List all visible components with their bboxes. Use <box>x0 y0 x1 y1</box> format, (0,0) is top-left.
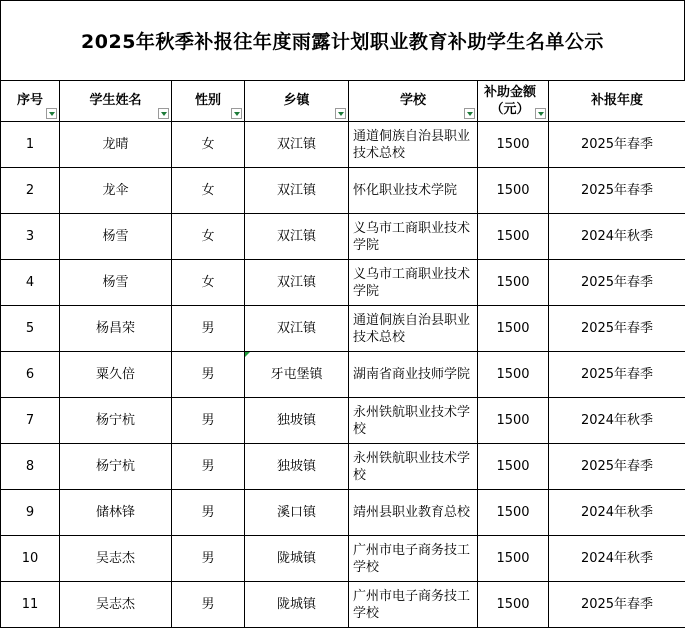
filter-dropdown-icon[interactable] <box>535 108 546 119</box>
cell-gender: 女 <box>172 260 245 306</box>
cell-name: 龙伞 <box>60 168 172 214</box>
cell-gender: 男 <box>172 398 245 444</box>
table-row <box>1 260 685 306</box>
cell-gender: 男 <box>172 306 245 352</box>
cell-town: 牙屯堡镇 <box>245 352 349 398</box>
cell-school: 永州铁航职业技术学校 <box>349 398 478 444</box>
header-row <box>1 81 685 122</box>
cell-amount: 1500 <box>478 490 549 536</box>
cell-name: 粟久倍 <box>60 352 172 398</box>
table-row <box>1 398 685 444</box>
cell-amount: 1500 <box>478 122 549 168</box>
table-row <box>1 122 685 168</box>
cell-name: 杨雪 <box>60 260 172 306</box>
table-row <box>1 214 685 260</box>
cell-amount: 1500 <box>478 398 549 444</box>
cell-town: 双江镇 <box>245 122 349 168</box>
cell-year: 2025年春季 <box>549 122 685 168</box>
header-town: 乡镇 <box>245 81 349 122</box>
cell-town: 双江镇 <box>245 260 349 306</box>
cell-amount: 1500 <box>478 444 549 490</box>
header-name: 学生姓名 <box>60 81 172 122</box>
table-row <box>1 582 685 628</box>
cell-year: 2024年秋季 <box>549 490 685 536</box>
page-title: 2025年秋季补报往年度雨露计划职业教育补助学生名单公示 <box>0 0 685 80</box>
cell-name: 吴志杰 <box>60 536 172 582</box>
comment-marker-icon <box>245 352 250 357</box>
cell-seq: 4 <box>1 260 60 306</box>
cell-school: 永州铁航职业技术学校 <box>349 444 478 490</box>
cell-name: 龙晴 <box>60 122 172 168</box>
cell-amount: 1500 <box>478 168 549 214</box>
header-school: 学校 <box>349 81 478 122</box>
header-gender: 性别 <box>172 81 245 122</box>
cell-school: 广州市电子商务技工学校 <box>349 536 478 582</box>
cell-year: 2024年秋季 <box>549 214 685 260</box>
cell-seq: 11 <box>1 582 60 628</box>
cell-gender: 女 <box>172 122 245 168</box>
table-row <box>1 490 685 536</box>
cell-seq: 8 <box>1 444 60 490</box>
cell-school: 通道侗族自治县职业技术总校 <box>349 122 478 168</box>
cell-gender: 男 <box>172 582 245 628</box>
cell-town: 溪口镇 <box>245 490 349 536</box>
cell-school: 怀化职业技术学院 <box>349 168 478 214</box>
cell-school: 通道侗族自治县职业技术总校 <box>349 306 478 352</box>
cell-amount: 1500 <box>478 306 549 352</box>
header-year: 补报年度 <box>549 81 685 122</box>
cell-seq: 6 <box>1 352 60 398</box>
cell-amount: 1500 <box>478 582 549 628</box>
cell-gender: 女 <box>172 168 245 214</box>
cell-seq: 5 <box>1 306 60 352</box>
cell-year: 2025年春季 <box>549 260 685 306</box>
filter-dropdown-icon[interactable] <box>158 108 169 119</box>
cell-name: 吴志杰 <box>60 582 172 628</box>
cell-year: 2024年秋季 <box>549 398 685 444</box>
cell-seq: 9 <box>1 490 60 536</box>
cell-school: 广州市电子商务技工学校 <box>349 582 478 628</box>
table-row <box>1 306 685 352</box>
cell-amount: 1500 <box>478 536 549 582</box>
cell-town: 独坡镇 <box>245 398 349 444</box>
filter-dropdown-icon[interactable] <box>231 108 242 119</box>
cell-amount: 1500 <box>478 260 549 306</box>
cell-seq: 7 <box>1 398 60 444</box>
cell-town: 双江镇 <box>245 306 349 352</box>
header-seq: 序号 <box>1 81 60 122</box>
cell-year: 2025年春季 <box>549 168 685 214</box>
cell-name: 杨宁杭 <box>60 398 172 444</box>
cell-town: 独坡镇 <box>245 444 349 490</box>
cell-gender: 女 <box>172 214 245 260</box>
cell-gender: 男 <box>172 490 245 536</box>
table-row <box>1 536 685 582</box>
cell-year: 2025年春季 <box>549 582 685 628</box>
cell-year: 2024年秋季 <box>549 536 685 582</box>
student-table <box>0 80 685 628</box>
cell-name: 储林锋 <box>60 490 172 536</box>
filter-dropdown-icon[interactable] <box>464 108 475 119</box>
cell-seq: 2 <box>1 168 60 214</box>
cell-town: 双江镇 <box>245 214 349 260</box>
cell-amount: 1500 <box>478 214 549 260</box>
cell-school: 义乌市工商职业技术学院 <box>349 260 478 306</box>
cell-gender: 男 <box>172 352 245 398</box>
cell-town: 陇城镇 <box>245 536 349 582</box>
cell-gender: 男 <box>172 444 245 490</box>
table-row <box>1 168 685 214</box>
table-row <box>1 352 685 398</box>
cell-year: 2025年春季 <box>549 444 685 490</box>
header-amount: 补助金额（元） <box>478 81 549 122</box>
cell-seq: 1 <box>1 122 60 168</box>
cell-seq: 3 <box>1 214 60 260</box>
cell-town: 陇城镇 <box>245 582 349 628</box>
cell-school: 靖州县职业教育总校 <box>349 490 478 536</box>
cell-year: 2025年春季 <box>549 306 685 352</box>
cell-name: 杨昌荣 <box>60 306 172 352</box>
cell-gender: 男 <box>172 536 245 582</box>
cell-town: 双江镇 <box>245 168 349 214</box>
cell-amount: 1500 <box>478 352 549 398</box>
cell-school: 义乌市工商职业技术学院 <box>349 214 478 260</box>
cell-name: 杨雪 <box>60 214 172 260</box>
table-row <box>1 444 685 490</box>
filter-dropdown-icon[interactable] <box>46 108 57 119</box>
cell-seq: 10 <box>1 536 60 582</box>
cell-year: 2025年春季 <box>549 352 685 398</box>
cell-school: 湖南省商业技师学院 <box>349 352 478 398</box>
filter-dropdown-icon[interactable] <box>335 108 346 119</box>
cell-name: 杨宁杭 <box>60 444 172 490</box>
